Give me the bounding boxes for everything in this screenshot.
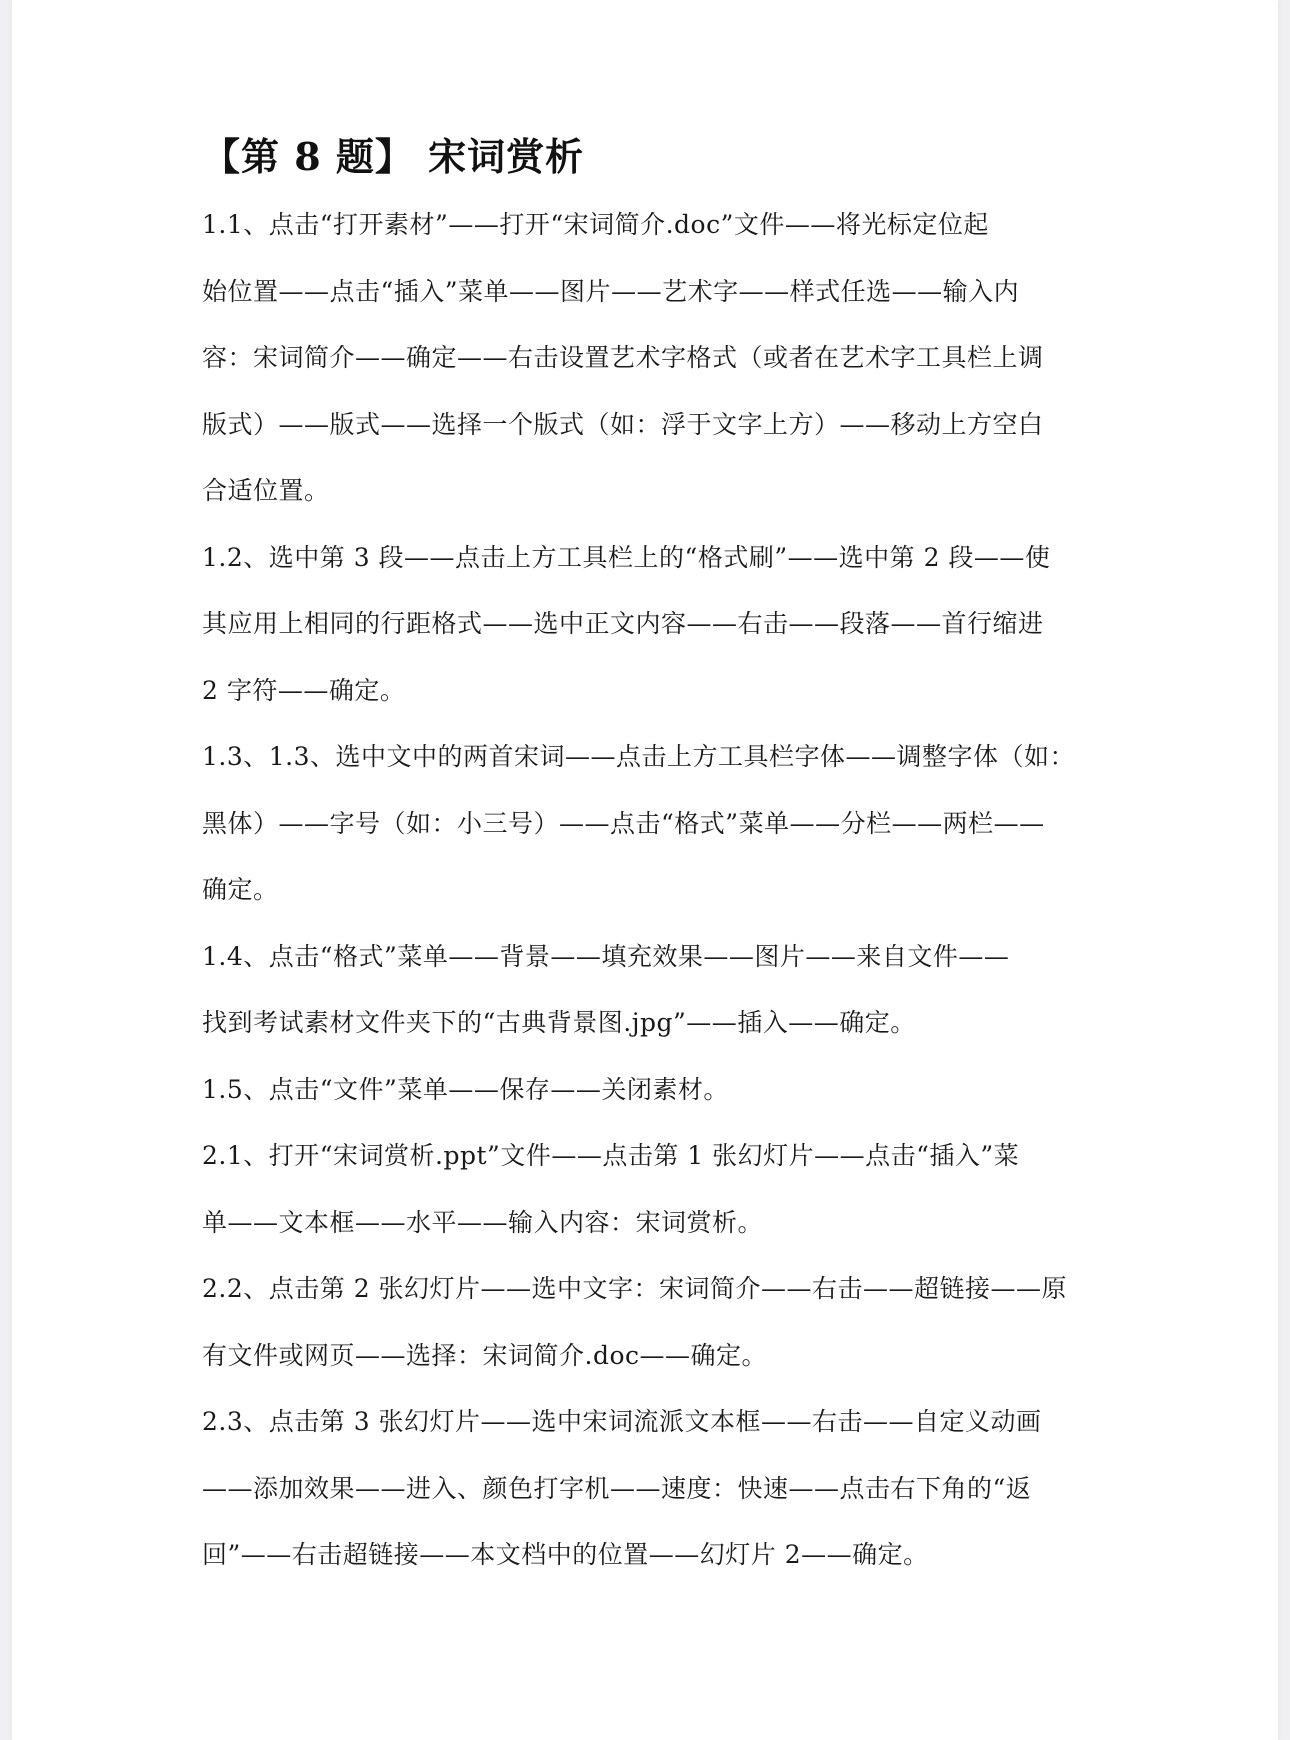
text-line: 1.1、点击“打开素材”——打开“宋词简介.doc”文件——将光标定位起	[202, 210, 989, 239]
text-line: 单——文本框——水平——输入内容：宋词赏析。	[202, 1207, 764, 1237]
text-line: 容：宋词简介——确定——右击设置艺术字格式（或者在艺术字工具栏上调	[202, 343, 1044, 372]
text-line: 2.2、点击第 2 张幻灯片——选中文字：宋词简介——右击——超链接——原	[202, 1274, 1068, 1303]
text-line: 2.1、打开“宋词赏析.ppt”文件——点击第 1 张幻灯片——点击“插入”菜	[202, 1141, 1020, 1170]
text-line: 1.4、点击“格式”菜单——背景——填充效果——图片——来自文件——	[202, 941, 1010, 971]
text-line: 确定。	[202, 875, 279, 904]
text-line: 找到考试素材文件夹下的“古典背景图.jpg”——插入——确定。	[202, 1008, 916, 1037]
text-line: 始位置——点击“插入”菜单——图片——艺术字——样式任选——输入内	[202, 276, 1020, 306]
text-line: 版式）——版式——选择一个版式（如：浮于文字上方）——移动上方空白	[202, 409, 1044, 439]
document-content	[202, 130, 1102, 1589]
document-title: 【第 8 题】 宋词赏析	[202, 134, 585, 179]
step-1-4-paragraph	[202, 924, 1102, 1057]
text-line: 1.3、1.3、选中文中的两首宋词——点击上方工具栏字体——调整字体（如：	[202, 742, 1076, 771]
step-2-2-paragraph	[202, 1256, 1102, 1389]
text-line: 回”——右击超链接——本文档中的位置——幻灯片 2——确定。	[202, 1540, 929, 1569]
text-line: 2.3、点击第 3 张幻灯片——选中宋词流派文本框——右击——自定义动画	[202, 1407, 1042, 1436]
step-1-5-paragraph	[202, 1057, 1102, 1124]
text-line: 黑体）——字号（如：小三号）——点击“格式”菜单——分栏——两栏——	[202, 808, 1045, 838]
text-line: ——添加效果——进入、颜色打字机——速度：快速——点击右下角的“返	[202, 1473, 1032, 1503]
text-line: 2 字符——确定。	[202, 675, 406, 705]
step-1-3-paragraph	[202, 724, 1102, 924]
text-line: 其应用上相同的行距格式——选中正文内容——右击——段落——首行缩进	[202, 609, 1044, 638]
text-line: 1.5、点击“文件”菜单——保存——关闭素材。	[202, 1074, 729, 1104]
step-1-2-paragraph	[202, 525, 1102, 725]
text-line: 有文件或网页——选择：宋词简介.doc——确定。	[202, 1340, 768, 1370]
step-1-1-paragraph	[202, 192, 1102, 525]
text-line: 1.2、选中第 3 段——点击上方工具栏上的“格式刷”——选中第 2 段——使	[202, 542, 1051, 572]
step-2-3-paragraph	[202, 1389, 1102, 1589]
document-page	[12, 0, 1278, 1740]
step-2-1-paragraph	[202, 1123, 1102, 1256]
text-line: 合适位置。	[202, 476, 330, 505]
